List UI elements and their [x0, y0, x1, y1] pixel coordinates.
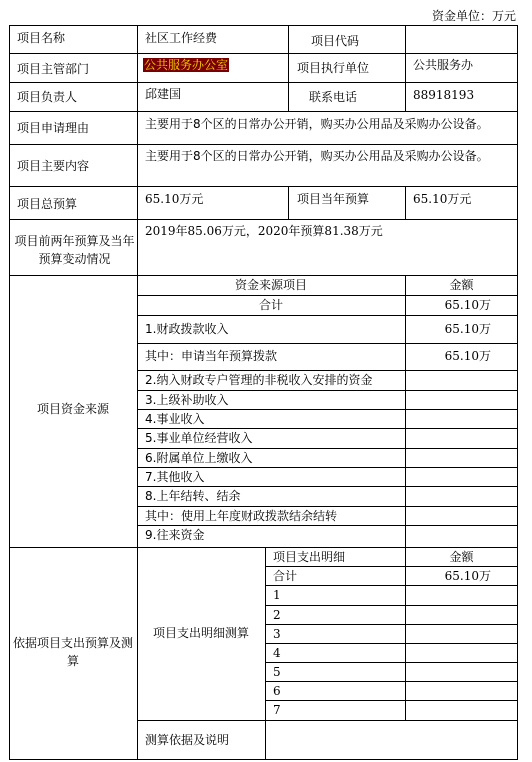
total-budget-label: 项目总预算 — [17, 197, 78, 211]
phone-value: 88918193 — [413, 88, 475, 102]
fund-row-line — [137, 428, 518, 429]
fund-row-line — [137, 506, 518, 507]
expense-row-item: 1 — [273, 588, 281, 602]
fund-row-item: 合计 — [258, 298, 283, 312]
exp-row-line — [265, 681, 518, 682]
year-budget-label: 项目当年预算 — [297, 192, 370, 206]
value-col-line — [405, 25, 406, 112]
expense-col-line — [265, 547, 266, 760]
funding-section-label: 项目资金来源 — [36, 402, 109, 416]
fund-row-line — [137, 370, 518, 371]
row-line — [9, 144, 518, 145]
fund-row-amount: 65.10万 — [444, 349, 491, 363]
fund-row-amount: 65.10万 — [444, 322, 491, 336]
exp-row-line — [265, 605, 518, 606]
budget-change-label: 项目前两年预算及当年预算变动情况 — [14, 234, 135, 266]
border-top — [9, 25, 518, 26]
expense-row-item: 2 — [273, 608, 281, 622]
total-budget-value: 65.10万元 — [145, 192, 204, 206]
exec-unit-value: 公共服务办 — [413, 58, 474, 72]
row-line — [9, 111, 518, 112]
border-left — [9, 25, 10, 760]
mid-col-line — [288, 25, 289, 112]
budget-change-value: 2019年85.06万元，2020年预算81.38万元 — [145, 224, 383, 238]
leader-label: 项目负责人 — [17, 90, 78, 104]
expense-row-item: 5 — [273, 665, 281, 679]
fund-row-item: 其中：申请当年预算拨款 — [145, 349, 278, 363]
exp-row-line — [265, 643, 518, 644]
fund-row-item: 5.事业单位经营收入 — [145, 431, 253, 445]
dept-label: 项目主管部门 — [17, 62, 90, 76]
exp-row-line — [265, 700, 518, 701]
expense-col-item: 项目支出明细 — [273, 550, 346, 564]
expense-row-item: 3 — [273, 627, 281, 641]
fund-row-item: 4.事业收入 — [145, 412, 205, 426]
project-name-label: 项目名称 — [17, 31, 66, 45]
unit-label: 资金单位：万元 — [431, 9, 516, 23]
fund-row-line — [137, 409, 518, 410]
funding-col-item: 资金来源项目 — [234, 278, 307, 292]
content-value: 主要用于8个区的日常办公开销，购买办公用品及采购办公设备。 — [145, 149, 489, 163]
fund-row-line — [137, 448, 518, 449]
expense-calc-label: 项目支出明细测算 — [152, 626, 249, 640]
row-line — [9, 53, 518, 54]
fund-row-line — [137, 467, 518, 468]
fund-row-line — [137, 315, 518, 316]
project-name-value: 社区工作经费 — [145, 31, 218, 45]
fund-row-item: 2.纳入财政专户管理的非税收入安排的资金 — [145, 373, 373, 387]
reason-label: 项目申请理由 — [17, 121, 90, 135]
reason-value: 主要用于8个区的日常办公开销，购买办公用品及采购办公设备。 — [145, 117, 489, 131]
expense-row-item: 合计 — [273, 569, 298, 583]
expense-row-amount: 65.10万 — [444, 569, 491, 583]
exec-unit-label: 项目执行单位 — [297, 61, 370, 75]
row-line — [9, 219, 518, 220]
fund-row-item: 其中：使用上年度财政拨款结余结转 — [145, 509, 338, 523]
funding-col-amount: 金额 — [449, 278, 474, 292]
exp-row-line — [137, 720, 518, 721]
row-line — [9, 186, 518, 187]
fund-row-item: 3.上级补助收入 — [145, 393, 229, 407]
expense-row-item: 7 — [273, 703, 281, 717]
expense-row-item: 6 — [273, 684, 281, 698]
fund-row-line — [137, 390, 518, 391]
fund-row-amount: 65.10万 — [444, 298, 491, 312]
row-line — [9, 547, 518, 548]
label-col-line — [137, 25, 138, 760]
calc-basis-label: 测算依据及说明 — [145, 733, 230, 747]
fund-row-item: 7.其他收入 — [145, 470, 205, 484]
exp-row-line — [265, 566, 518, 567]
border-bottom — [9, 759, 518, 760]
expense-row-item: 4 — [273, 646, 281, 660]
expense-section-label: 依据项目支出预算及测算 — [13, 636, 134, 668]
expense-col-amount: 金额 — [449, 550, 474, 564]
phone-label: 联系电话 — [309, 90, 358, 104]
exp-row-line — [265, 624, 518, 625]
mid-col-line — [288, 186, 289, 220]
dept-value-text: 公共服务办公室 — [144, 58, 229, 72]
fund-row-line — [137, 525, 518, 526]
content-label: 项目主要内容 — [17, 159, 90, 173]
year-budget-value: 65.10万元 — [413, 192, 472, 206]
fund-row-item: 1.财政拨款收入 — [145, 322, 229, 336]
exp-row-line — [265, 585, 518, 586]
row-line — [9, 82, 518, 83]
fund-row-item: 6.附属单位上缴收入 — [145, 451, 253, 465]
exp-row-line — [265, 662, 518, 663]
fund-row-item: 9.往来资金 — [145, 528, 205, 542]
fund-row-line — [137, 343, 518, 344]
project-code-label: 项目代码 — [311, 34, 360, 48]
leader-value: 邱建国 — [145, 87, 182, 101]
fund-row-line — [137, 295, 518, 296]
dept-value — [143, 58, 229, 73]
border-right — [517, 25, 518, 760]
value-col-line — [405, 186, 406, 220]
row-line — [9, 275, 518, 276]
fund-row-item: 8.上年结转、结余 — [145, 489, 241, 503]
fund-row-line — [137, 486, 518, 487]
